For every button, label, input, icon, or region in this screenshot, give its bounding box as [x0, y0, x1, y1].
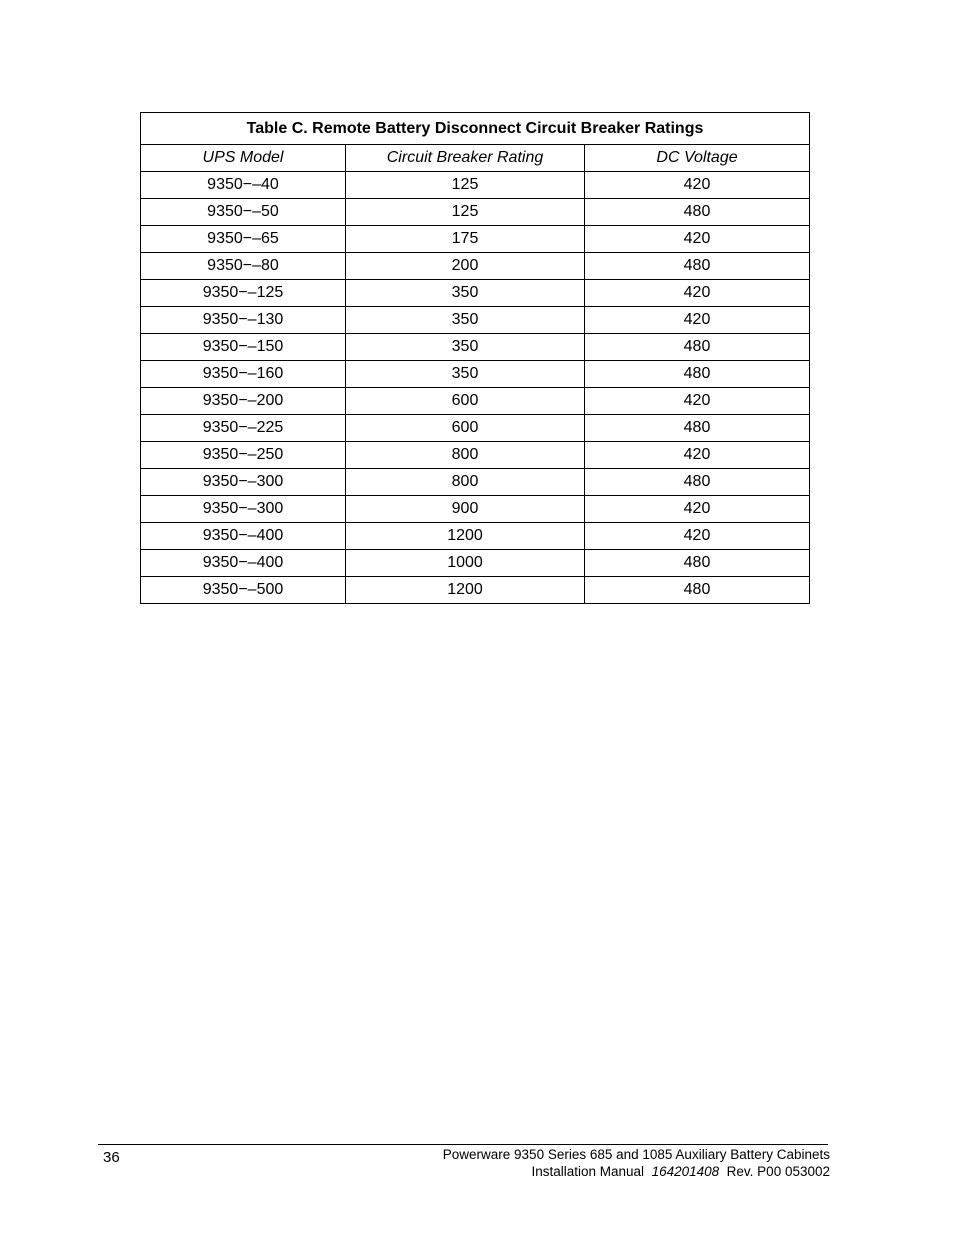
dc-voltage-cell: 480 — [585, 199, 810, 226]
ups-model-cell: 9350−–400 — [141, 523, 346, 550]
ups-model-cell: 9350−–225 — [141, 415, 346, 442]
footer-doc-number: 164201408 — [651, 1164, 720, 1179]
breaker-rating-cell: 800 — [346, 442, 585, 469]
ups-model-cell: 9350−–160 — [141, 361, 346, 388]
dc-voltage-cell: 420 — [585, 388, 810, 415]
table-row — [141, 280, 810, 307]
table-row — [141, 334, 810, 361]
ups-model-cell: 9350−–50 — [141, 199, 346, 226]
breaker-rating-cell: 125 — [346, 172, 585, 199]
ups-model-cell: 9350−–40 — [141, 172, 346, 199]
table-row — [141, 415, 810, 442]
ups-model-cell: 9350−–125 — [141, 280, 346, 307]
footer-document-info — [443, 1146, 830, 1180]
dc-voltage-cell: 420 — [585, 307, 810, 334]
table-caption: Table C. Remote Battery Disconnect Circuit Breaker Ratings — [141, 113, 810, 145]
ups-model-cell: 9350−–200 — [141, 388, 346, 415]
breaker-ratings-table — [140, 112, 810, 604]
footer-manual-line — [443, 1163, 830, 1180]
dc-voltage-cell: 420 — [585, 226, 810, 253]
ups-model-cell: 9350−–130 — [141, 307, 346, 334]
table-row — [141, 226, 810, 253]
breaker-rating-cell: 175 — [346, 226, 585, 253]
breaker-rating-cell: 350 — [346, 361, 585, 388]
breaker-rating-cell: 600 — [346, 388, 585, 415]
table-row — [141, 523, 810, 550]
breaker-rating-cell: 1200 — [346, 577, 585, 604]
footer-divider — [98, 1144, 828, 1145]
dc-voltage-cell: 480 — [585, 577, 810, 604]
dc-voltage-cell: 480 — [585, 334, 810, 361]
table-row — [141, 388, 810, 415]
table-row — [141, 253, 810, 280]
dc-voltage-cell: 420 — [585, 172, 810, 199]
table-row — [141, 199, 810, 226]
ups-model-cell: 9350−–250 — [141, 442, 346, 469]
ups-model-cell: 9350−–300 — [141, 496, 346, 523]
footer-manual-label: Installation Manual — [531, 1164, 645, 1179]
ups-model-cell: 9350−–400 — [141, 550, 346, 577]
breaker-rating-cell: 200 — [346, 253, 585, 280]
table-row — [141, 469, 810, 496]
breaker-rating-cell: 1200 — [346, 523, 585, 550]
breaker-rating-cell: 600 — [346, 415, 585, 442]
ups-model-cell: 9350−–65 — [141, 226, 346, 253]
dc-voltage-cell: 480 — [585, 253, 810, 280]
footer-revision: Rev. P00 053002 — [726, 1164, 830, 1179]
page-number: 36 — [103, 1149, 120, 1166]
dc-voltage-cell: 480 — [585, 361, 810, 388]
breaker-rating-cell: 350 — [346, 334, 585, 361]
ups-model-cell: 9350−–150 — [141, 334, 346, 361]
table-row — [141, 307, 810, 334]
table-row — [141, 361, 810, 388]
breaker-rating-cell: 350 — [346, 307, 585, 334]
dc-voltage-cell: 480 — [585, 415, 810, 442]
ups-model-cell: 9350−–80 — [141, 253, 346, 280]
dc-voltage-cell: 420 — [585, 523, 810, 550]
header-circuit-breaker-rating: Circuit Breaker Rating — [346, 145, 585, 172]
table-row — [141, 550, 810, 577]
ups-model-cell: 9350−–300 — [141, 469, 346, 496]
table-row — [141, 172, 810, 199]
table-row — [141, 496, 810, 523]
table-row — [141, 442, 810, 469]
breaker-rating-cell: 800 — [346, 469, 585, 496]
ups-model-cell: 9350−–500 — [141, 577, 346, 604]
dc-voltage-cell: 480 — [585, 550, 810, 577]
table-row — [141, 577, 810, 604]
header-dc-voltage: DC Voltage — [585, 145, 810, 172]
breaker-rating-cell: 125 — [346, 199, 585, 226]
breaker-rating-cell: 350 — [346, 280, 585, 307]
dc-voltage-cell: 480 — [585, 469, 810, 496]
dc-voltage-cell: 420 — [585, 280, 810, 307]
header-ups-model: UPS Model — [141, 145, 346, 172]
breaker-rating-cell: 900 — [346, 496, 585, 523]
footer-product-title: Powerware 9350 Series 685 and 1085 Auxiliary Battery Cabinets — [442, 1147, 830, 1162]
breaker-rating-cell: 1000 — [346, 550, 585, 577]
dc-voltage-cell: 420 — [585, 496, 810, 523]
dc-voltage-cell: 420 — [585, 442, 810, 469]
